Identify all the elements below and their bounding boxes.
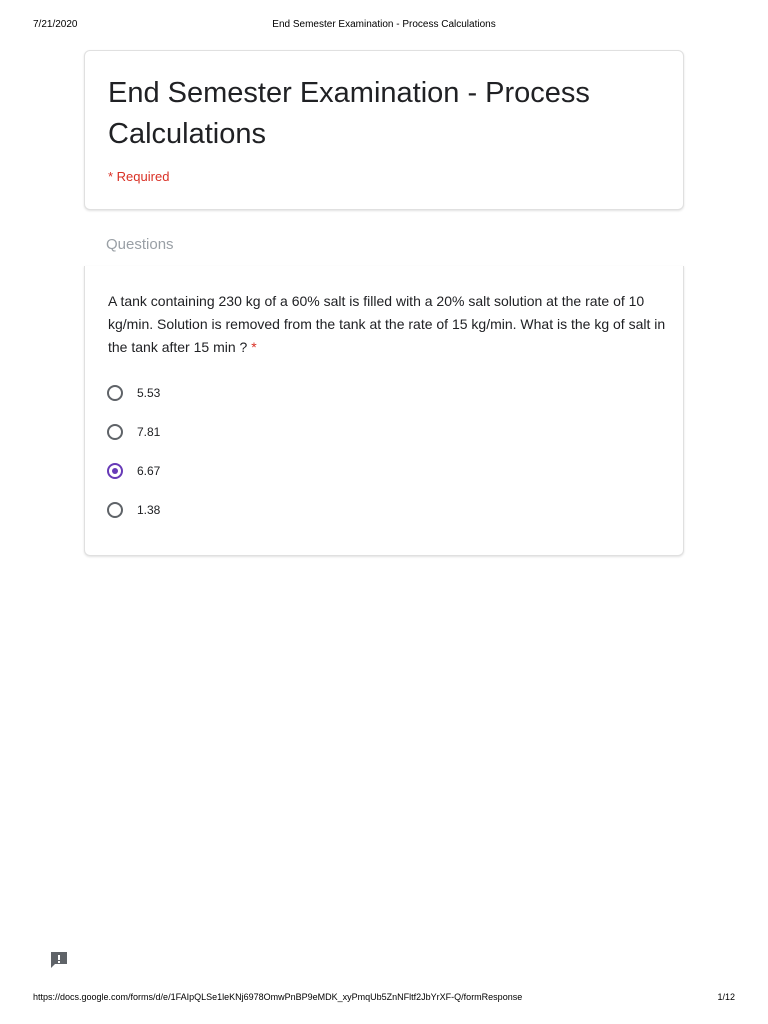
option-label-0: 5.53 [137,386,161,400]
question-card [84,266,684,556]
answer-options [107,384,160,540]
question-body: A tank containing 230 kg of a 60% salt is filled with a 20% salt solution at the rate of 10 kg/min. Solution is removed from the tank at the rate of 15 kg/min. What is the kg of salt in the tank after 15 min ? [108,293,666,355]
section-label: Questions [106,236,174,253]
feedback-icon[interactable] [49,950,69,970]
radio-button-2-selected[interactable] [107,463,123,479]
option-3[interactable] [107,501,160,540]
question-text [108,290,668,359]
required-asterisk: * [251,339,257,355]
radio-button-0[interactable] [107,385,123,401]
print-footer-page: 1/12 [717,992,735,1002]
option-1[interactable] [107,423,160,462]
form-title-card [84,50,684,210]
required-note: * Required [108,169,170,184]
radio-button-3[interactable] [107,502,123,518]
print-footer-url: https://docs.google.com/forms/d/e/1FAIpQLSe1leKNj6978OmwPnBP9eMDK_xyPmqUb5ZnNFltf2JbYrXF-Q/formResponse [33,992,523,1002]
print-header-date: 7/21/2020 [33,19,78,30]
option-0[interactable] [107,384,160,423]
option-label-1: 7.81 [137,425,161,439]
option-label-3: 1.38 [137,503,161,517]
radio-button-1[interactable] [107,424,123,440]
option-label-2: 6.67 [137,464,161,478]
option-2[interactable] [107,462,160,501]
form-title: End Semester Examination - Process Calculations [108,77,590,150]
print-header-title: End Semester Examination - Process Calculations [272,19,496,30]
